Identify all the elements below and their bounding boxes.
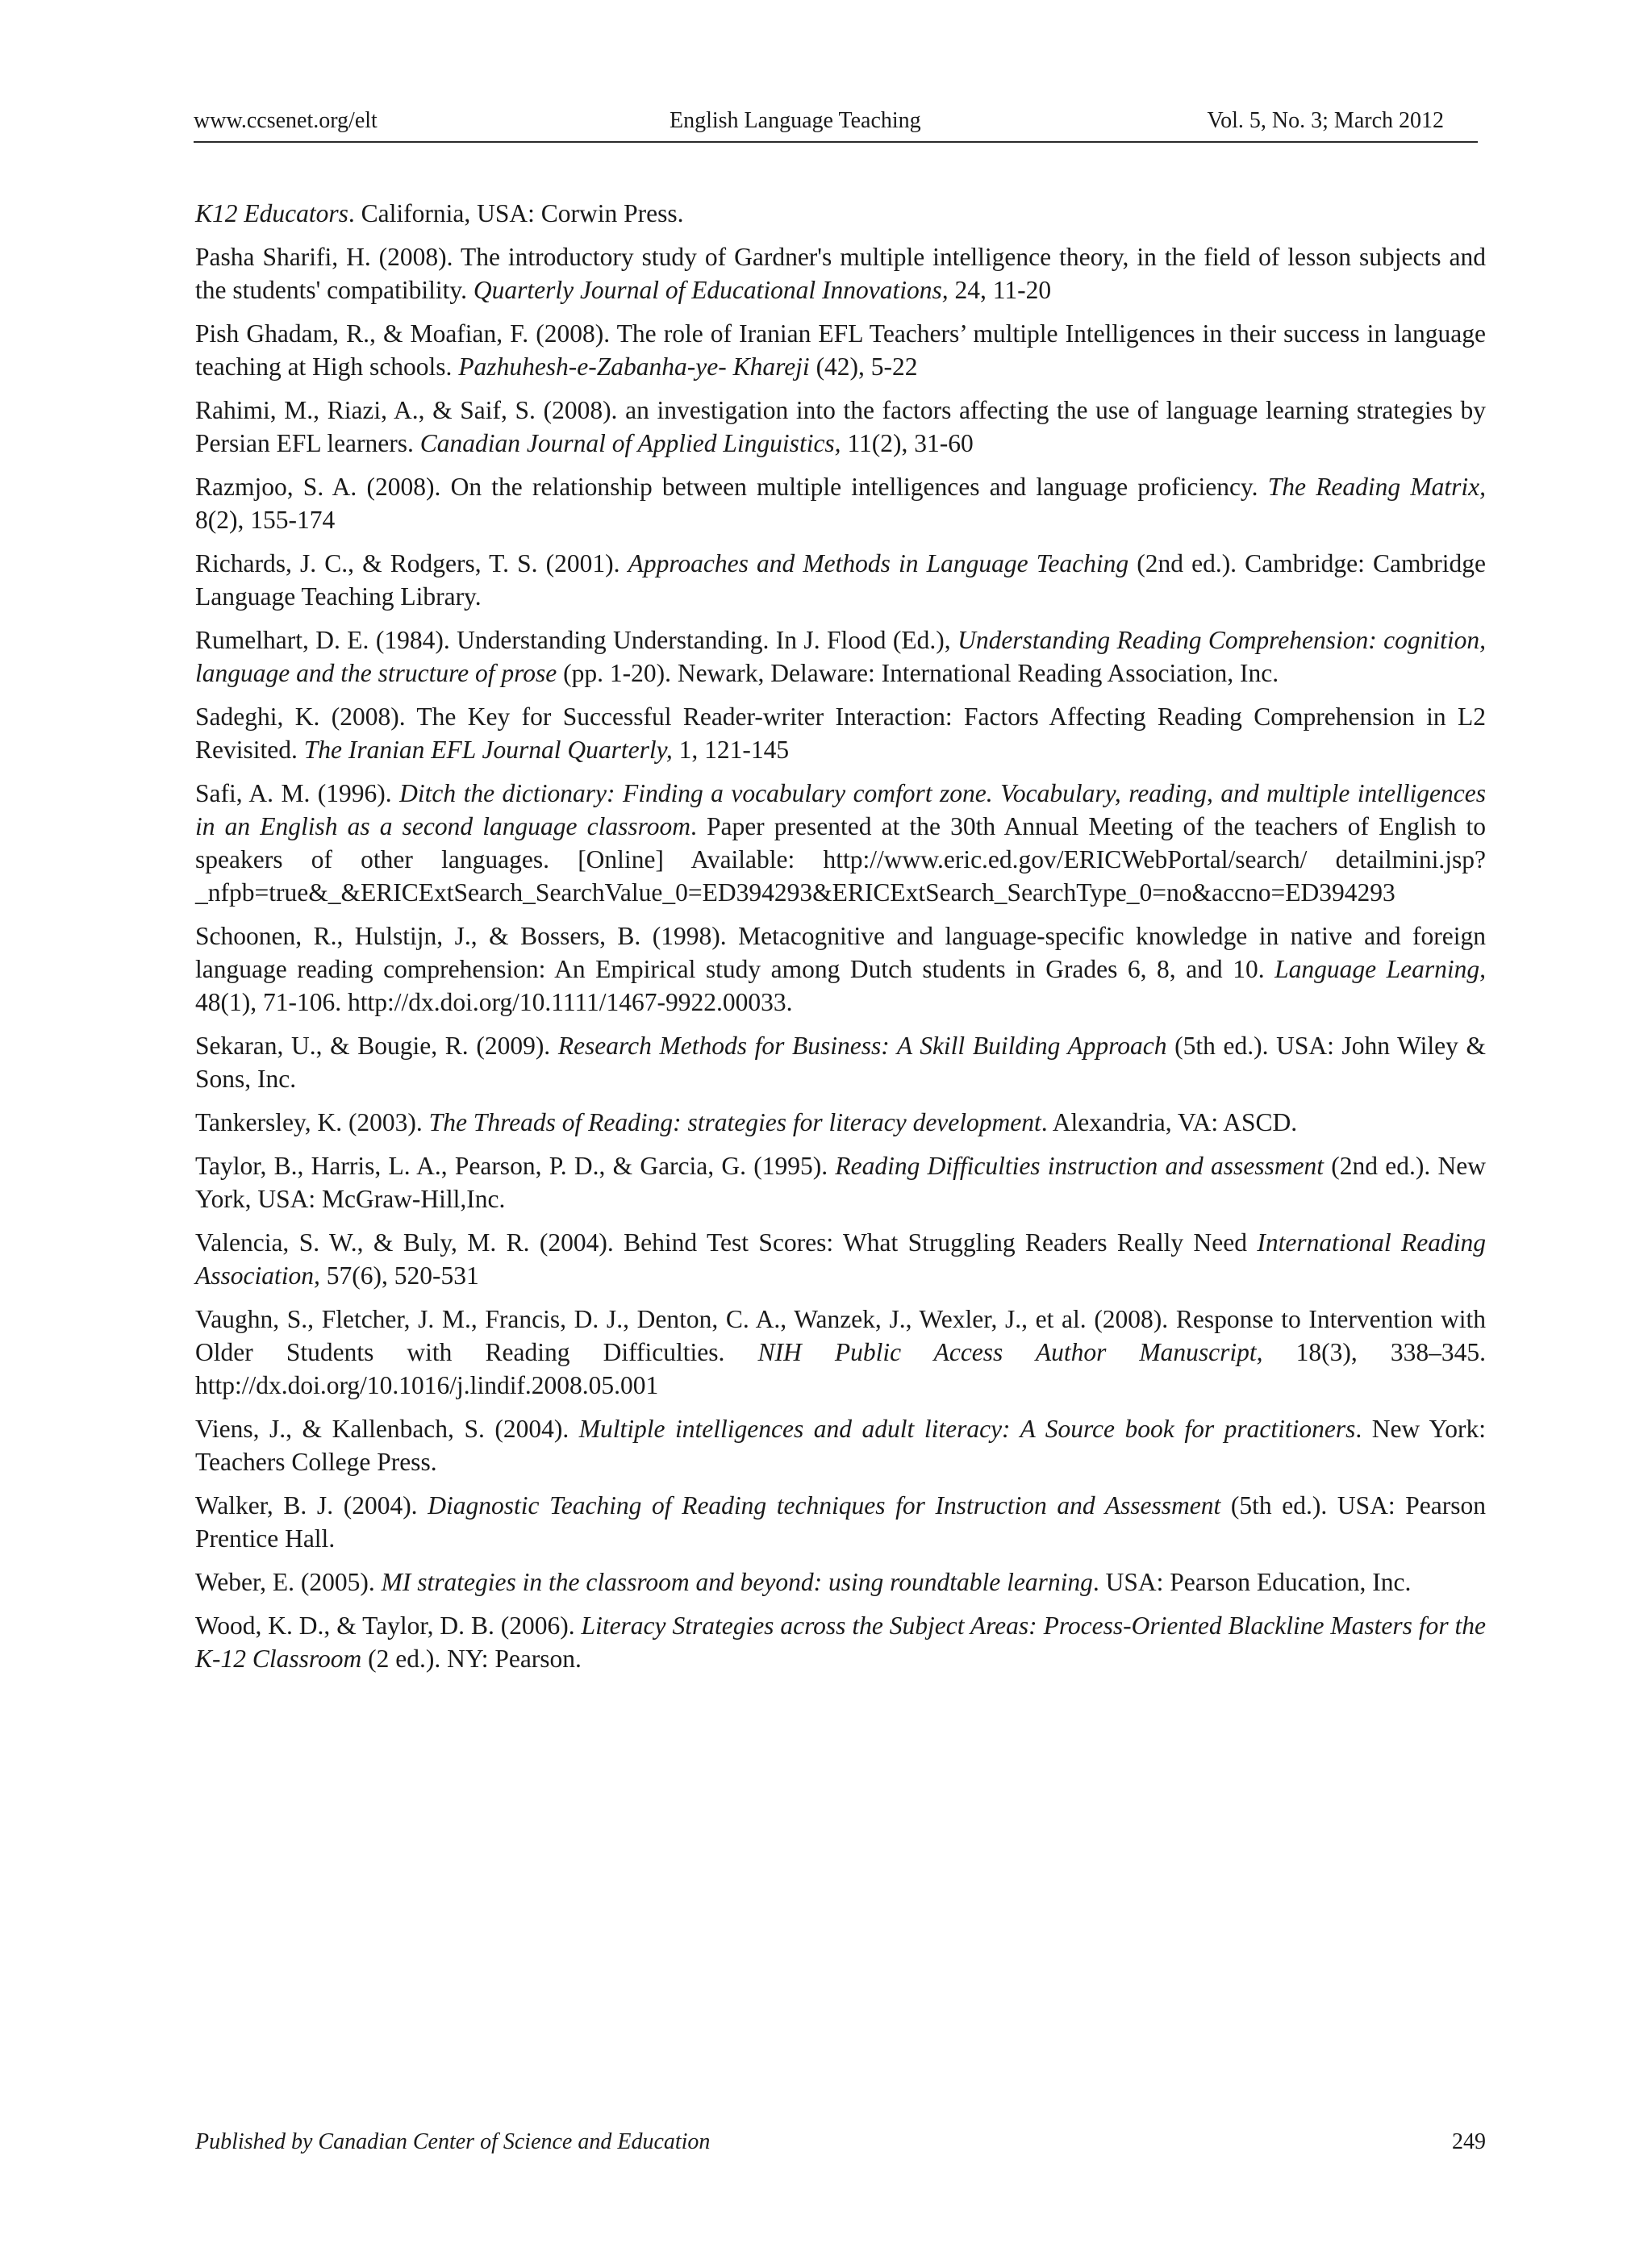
reference-text: . Alexandria, VA: ASCD. [1041, 1108, 1298, 1136]
reference-title: Multiple intelligences and adult literacy: A Source book for practitioners [578, 1415, 1356, 1443]
reference-text: (2nd ed.). New York, USA: McGraw-Hill,Inc. [195, 1152, 1486, 1213]
reference-entry [195, 394, 1486, 460]
reference-text: Sadeghi, K. (2008). The Key for Successful Reader-writer Interaction: Factors Affecting Reading Comprehension in L2 Revisited. [195, 703, 1486, 764]
reference-title: K12 Educators [195, 199, 348, 227]
reference-text: 1, 121-145 [672, 736, 790, 764]
reference-text: Richards, J. C., & Rodgers, T. S. (2001). [195, 549, 628, 577]
reference-entry [195, 1106, 1486, 1139]
reference-text: Viens, J., & Kallenbach, S. (2004). [195, 1415, 579, 1443]
reference-text: Vaughn, S., Fletcher, J. M., Francis, D. J., Denton, C. A., Wanzek, J., Wexler, J., et al. (2008). Response to Intervention with Older Students with Reading Difficulties. [195, 1305, 1486, 1366]
reference-text: Taylor, B., Harris, L. A., Pearson, P. D., & Garcia, G. (1995). [195, 1152, 836, 1180]
reference-entry [195, 1566, 1486, 1599]
reference-text: . New York: Teachers College Press. [195, 1415, 1486, 1476]
reference-entry [195, 197, 1486, 230]
reference-list [195, 197, 1486, 1686]
reference-text: 11(2), 31-60 [841, 429, 974, 457]
reference-text: Pish Ghadam, R., & Moafian, F. (2008). The role of Iranian EFL Teachers’ multiple Intelligences in their success in language teaching at High schools. [195, 319, 1486, 381]
reference-entry [195, 1609, 1486, 1675]
reference-text: Weber, E. (2005). [195, 1568, 382, 1596]
reference-title: Canadian Journal of Applied Linguistics, [419, 429, 841, 457]
reference-entry [195, 240, 1486, 306]
reference-entry [195, 1412, 1486, 1478]
reference-text: . USA: Pearson Education, Inc. [1092, 1568, 1412, 1596]
running-header [194, 107, 1478, 143]
reference-text: (pp. 1-20). Newark, Delaware: International Reading Association, Inc. [557, 659, 1279, 687]
reference-entry [195, 700, 1486, 766]
reference-text: (42), 5-22 [809, 352, 918, 381]
page-number: 249 [1452, 2129, 1486, 2154]
reference-text: Valencia, S. W., & Buly, M. R. (2004). Behind Test Scores: What Struggling Readers Really Need [195, 1228, 1258, 1257]
reference-text: . Paper presented at the 30th Annual Meeting of the teachers of English to speakers of other languages. [Online] Available: http://www.eric.ed.gov/ERICWebPortal/search/ detailmini.jsp?_nfpb=true&_&ERICExtSearch_SearchValue_0=ED394293&ERICExtSearch_SearchType_0=no&accno=ED394293 [195, 812, 1486, 907]
reference-title: Research Methods for Business: A Skill Building Approach [557, 1032, 1167, 1060]
reference-entry [195, 777, 1486, 909]
reference-title: NIH Public Access Author Manuscript, [757, 1338, 1263, 1366]
reference-title: The Iranian EFL Journal Quarterly, [303, 736, 673, 764]
reference-title: The Threads of Reading: strategies for literacy development [428, 1108, 1041, 1136]
issue-info: Vol. 5, No. 3; March 2012 [1207, 108, 1444, 133]
reference-text: Safi, A. M. (1996). [195, 779, 400, 807]
reference-title: International Reading Association, [195, 1228, 1486, 1290]
reference-title: Understanding Reading Comprehension: cognition, language and the structure of prose [195, 626, 1486, 687]
reference-title: Pazhuhesh-e-Zabanha-ye- Khareji [458, 352, 810, 381]
reference-text: Tankersley, K. (2003). [195, 1108, 429, 1136]
reference-title: Literacy Strategies across the Subject Areas: Process-Oriented Blackline Masters for the K-12 Classroom [195, 1611, 1486, 1673]
reference-title: Quarterly Journal of Educational Innovations, [473, 276, 949, 304]
reference-entry [195, 919, 1486, 1019]
reference-text: (2 ed.). NY: Pearson. [361, 1645, 582, 1673]
reference-text: Schoonen, R., Hulstijn, J., & Bossers, B. (1998). Metacognitive and language-specific knowledge in native and foreign language reading comprehension: An Empirical study among Dutch students in Grades 6, 8, and 10. [195, 922, 1486, 983]
reference-entry [195, 1303, 1486, 1402]
publisher-footer: Published by Canadian Center of Science and Education [195, 2129, 711, 2154]
reference-entry [195, 1029, 1486, 1095]
reference-text: (2nd ed.). Cambridge: Cambridge Language Teaching Library. [195, 549, 1486, 611]
reference-title: Diagnostic Teaching of Reading techniques for Instruction and Assessment [428, 1491, 1221, 1520]
reference-text: 8(2), 155-174 [195, 506, 336, 534]
journal-url: www.ccsenet.org/elt [194, 108, 378, 133]
reference-text: Sekaran, U., & Bougie, R. (2009). [195, 1032, 558, 1060]
reference-title: Reading Difficulties instruction and assessment [835, 1152, 1325, 1180]
reference-text: Rumelhart, D. E. (1984). Understanding Understanding. In J. Flood (Ed.), [195, 626, 958, 654]
reference-text: (5th ed.). USA: John Wiley & Sons, Inc. [195, 1032, 1486, 1093]
reference-title: Ditch the dictionary: Finding a vocabulary comfort zone. Vocabulary, reading, and multiple intelligences in an English as a second language classroom [195, 779, 1486, 840]
reference-text: 24, 11-20 [948, 276, 1052, 304]
reference-title: Language Learning, [1274, 955, 1486, 983]
journal-title: English Language Teaching [670, 108, 921, 133]
reference-title: MI strategies in the classroom and beyond: using roundtable learning [381, 1568, 1093, 1596]
reference-text: . California, USA: Corwin Press. [348, 199, 684, 227]
reference-entry [195, 1489, 1486, 1555]
reference-text: (5th ed.). USA: Pearson Prentice Hall. [195, 1491, 1486, 1553]
reference-text: 48(1), 71-106. http://dx.doi.org/10.1111/1467-9922.00033. [195, 988, 793, 1016]
reference-text: 18(3), 338–345. http://dx.doi.org/10.1016/j.lindif.2008.05.001 [195, 1338, 1486, 1399]
reference-title: The Reading Matrix, [1267, 473, 1486, 501]
reference-text: Walker, B. J. (2004). [195, 1491, 428, 1520]
reference-text: Razmjoo, S. A. (2008). On the relationship between multiple intelligences and language proficiency. [195, 473, 1268, 501]
reference-entry [195, 470, 1486, 536]
reference-entry [195, 1226, 1486, 1292]
reference-entry [195, 623, 1486, 690]
reference-entry [195, 547, 1486, 613]
reference-text: Wood, K. D., & Taylor, D. B. (2006). [195, 1611, 582, 1640]
reference-title: Approaches and Methods in Language Teaching [628, 549, 1129, 577]
reference-text: Pasha Sharifi, H. (2008). The introductory study of Gardner's multiple intelligence theory, in the field of lesson subjects and the students' compatibility. [195, 243, 1486, 304]
reference-entry [195, 317, 1486, 383]
reference-text: 57(6), 520-531 [319, 1261, 479, 1290]
reference-text: Rahimi, M., Riazi, A., & Saif, S. (2008). an investigation into the factors affecting the use of language learning strategies by Persian EFL learners. [195, 396, 1486, 457]
reference-entry [195, 1149, 1486, 1215]
